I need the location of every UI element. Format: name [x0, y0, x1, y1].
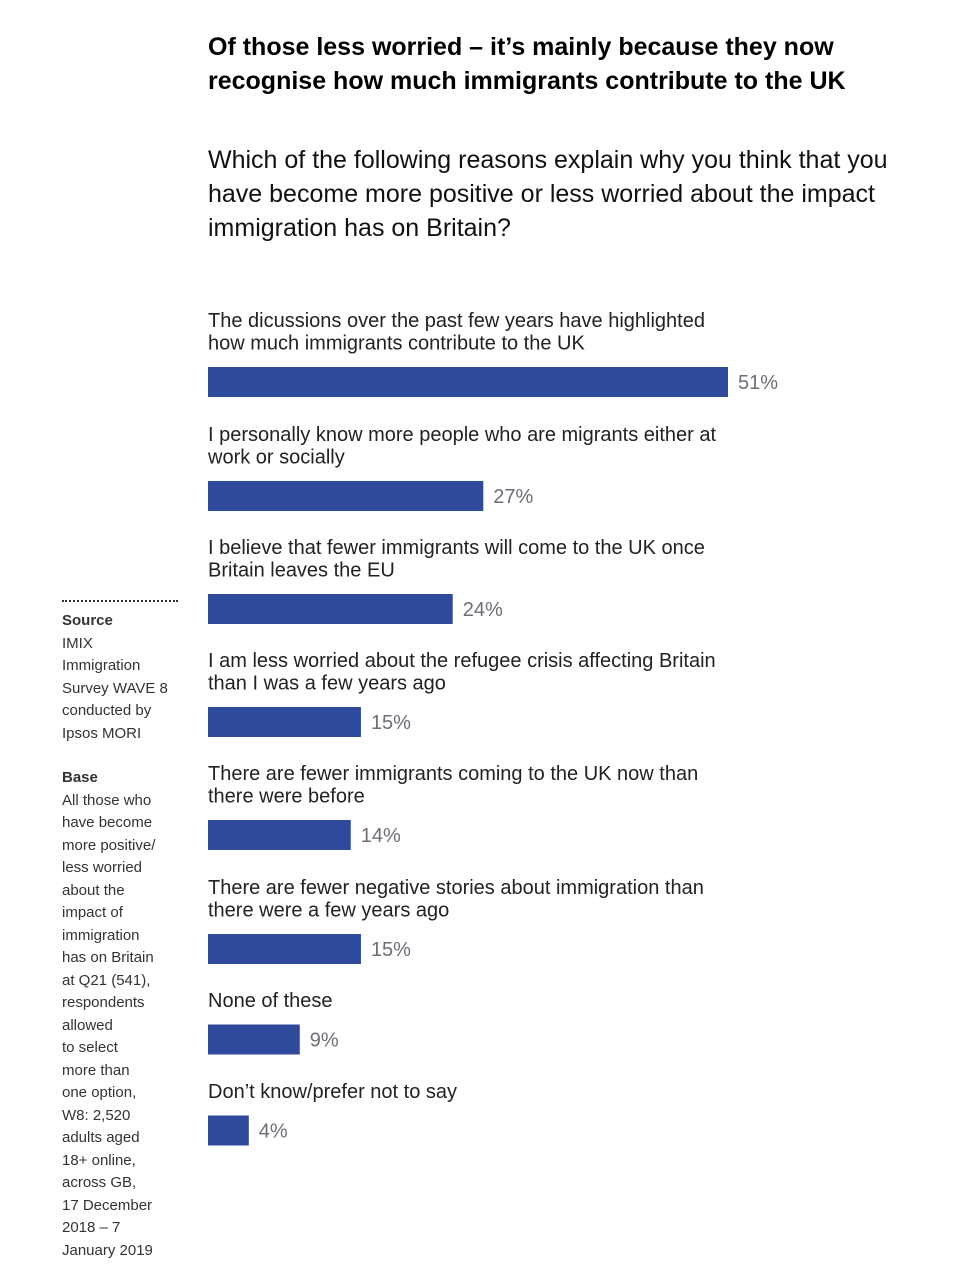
chart-title: Of those less worried – it’s mainly because they now recognise how much immigrants contribute to the UK: [208, 33, 846, 95]
base-text: All those who have become more positive/ less worried about the impact of immigration has on Britain at Q21 (541), respondents allowed to select more than one option, W8: 2,520 adults aged 18+ online, across GB, 17 December 2018 – 7 January 2019: [62, 791, 156, 1259]
source-heading: Source: [62, 612, 113, 629]
category-label: I personally know more people who are migrants either at work or socially: [208, 424, 717, 469]
value-label: 27%: [493, 486, 534, 508]
bar-row: [208, 1081, 457, 1146]
bar-row: [208, 650, 716, 737]
category-label: There are fewer immigrants coming to the UK now than there were before: [208, 763, 699, 808]
value-label: 9%: [309, 1029, 339, 1052]
base-heading: Base: [62, 769, 98, 786]
bar: [208, 367, 728, 397]
category-label: There are fewer negative stories about immigration than there were a few years ago: [208, 877, 704, 922]
bar: [208, 934, 361, 964]
value-label: 51%: [738, 372, 779, 394]
bar-row: [208, 537, 705, 624]
value-label: 4%: [258, 1120, 288, 1143]
value-label: 14%: [360, 825, 401, 847]
category-label: Don’t know/prefer not to say: [208, 1081, 458, 1103]
bar: [208, 707, 361, 737]
bar: [208, 481, 483, 511]
value-label: 15%: [370, 939, 411, 961]
source-text: IMIX Immigration Survey WAVE 8 conducted by Ipsos MORI: [62, 634, 168, 742]
bar: [208, 1116, 249, 1146]
bar-row: [208, 763, 698, 850]
bar-row: [208, 310, 778, 397]
category-label: I am less worried about the refugee crisis affecting Britain than I was a few years ago: [208, 650, 716, 695]
bar: [208, 594, 453, 624]
category-label: I believe that fewer immigrants will come to the UK once Britain leaves the EU: [208, 537, 705, 582]
bar: [208, 1025, 300, 1055]
category-label: The dicussions over the past few years have highlighted how much immigrants contribute to the UK: [208, 310, 705, 355]
value-label: 15%: [370, 712, 411, 734]
category-label: None of these: [208, 990, 333, 1012]
bar-row: [207, 424, 716, 511]
bar-row: [208, 877, 704, 964]
bar-row: [208, 990, 339, 1055]
bar: [208, 820, 351, 850]
value-label: 24%: [462, 599, 503, 621]
chart-subtitle: Which of the following reasons explain why you think that you have become more positive or less worried about the impact immigration has on Britain?: [208, 146, 888, 242]
